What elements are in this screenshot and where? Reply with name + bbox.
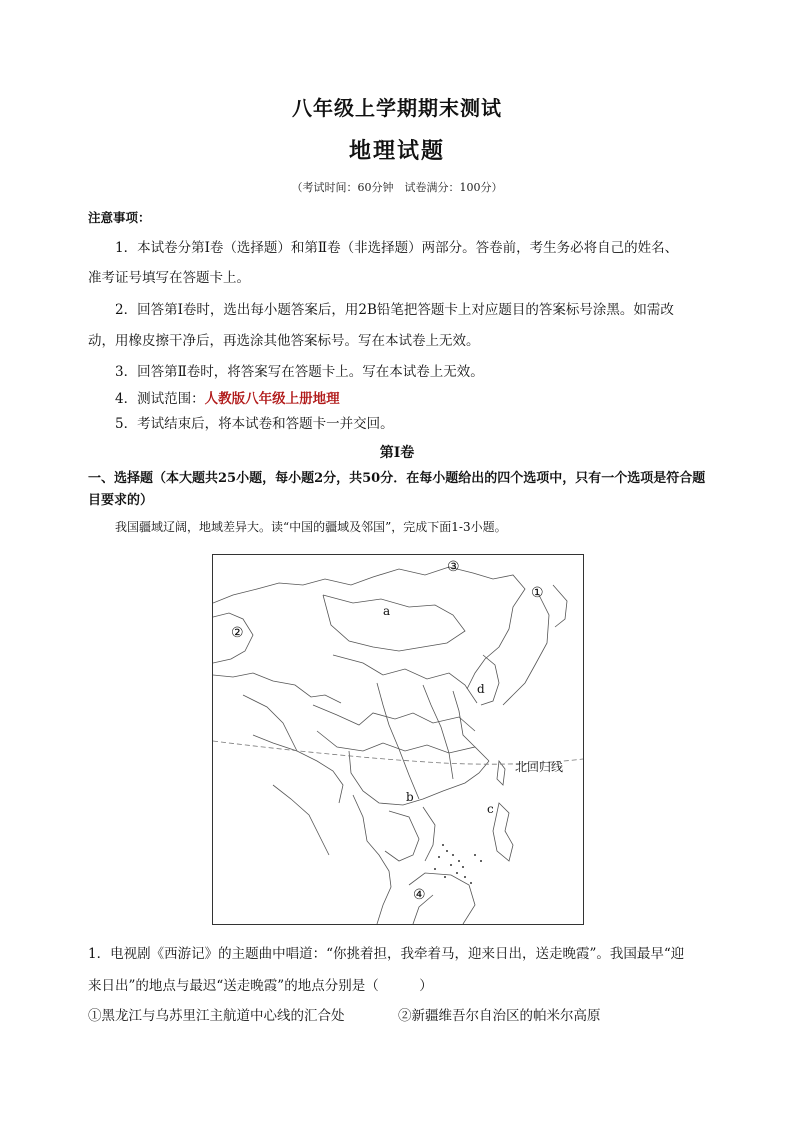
question-1-stem-line1: 1．电视剧《西游记》的主题曲中唱道：“你挑着担，我牵着马，迎来日出，送走晚霞”。我国最早“迎 [88, 946, 685, 962]
exam-info: （考试时间：60分钟 试卷满分：100分） [291, 181, 503, 194]
section-title: 第Ⅰ卷 [379, 445, 415, 461]
test-scope-highlight: 人教版八年级上册地理 [204, 391, 340, 407]
map-label-a: a [383, 604, 391, 618]
question-1-option-2: ②新疆维吾尔自治区的帕米尔高原 [398, 1008, 601, 1024]
notice-item-1-line2: 准考证号填写在答题卡上。 [88, 270, 250, 286]
notice-item-5: 5．考试结束后，将本试卷和答题卡一并交回。 [115, 416, 394, 432]
question-1-option-1: ①黑龙江与乌苏里江主航道中心线的汇合处 [88, 1008, 345, 1024]
section-heading: 一、选择题（本大题共25小题，每小题2分，共50分．在每小题给出的四个选项中，只有一个选项是符合题目要求的） [88, 471, 706, 508]
map-boundaries [213, 567, 567, 924]
south-sea-islands [434, 844, 482, 884]
china-territory-map [212, 554, 584, 925]
map-marker-4: ④ [413, 887, 426, 903]
notice-item-4-prefix: 4．测试范围： [115, 391, 205, 407]
question-lead: 我国疆域辽阔，地域差异大。读“中国的疆域及邻国”，完成下面1-3小题。 [115, 520, 507, 534]
map-marker-2: ② [231, 625, 244, 641]
notice-item-1-line1: 1．本试卷分第Ⅰ卷（选择题）和第Ⅱ卷（非选择题）两部分。答卷前，考生务必将自己的姓名、 [115, 240, 679, 256]
map-label-c: c [487, 802, 494, 816]
map-label-b: b [406, 790, 414, 804]
map-label-tropic: 北回归线 [515, 760, 564, 774]
map-label-d: d [477, 682, 485, 696]
notice-item-4 [115, 389, 340, 409]
notice-item-3: 3．回答第Ⅱ卷时，将答案写在答题卡上。写在本试卷上无效。 [115, 364, 484, 380]
exam-title: 八年级上学期期末测试 [292, 96, 502, 120]
exam-subject: 地理试题 [348, 138, 445, 164]
map-marker-1: ① [531, 585, 544, 601]
question-1-stem-line2: 来日出”的地点与最迟“送走晚霞”的地点分别是（ ） [88, 978, 433, 994]
notice-item-2-line1: 2．回答第Ⅰ卷时，选出每小题答案后，用2B铅笔把答题卡上对应题目的答案标号涂黑。如需改 [115, 302, 674, 318]
notice-heading: 注意事项： [88, 210, 151, 225]
map-marker-3: ③ [447, 559, 460, 575]
notice-item-2-line2: 动，用橡皮擦干净后，再选涂其他答案标号。写在本试卷上无效。 [88, 333, 480, 349]
